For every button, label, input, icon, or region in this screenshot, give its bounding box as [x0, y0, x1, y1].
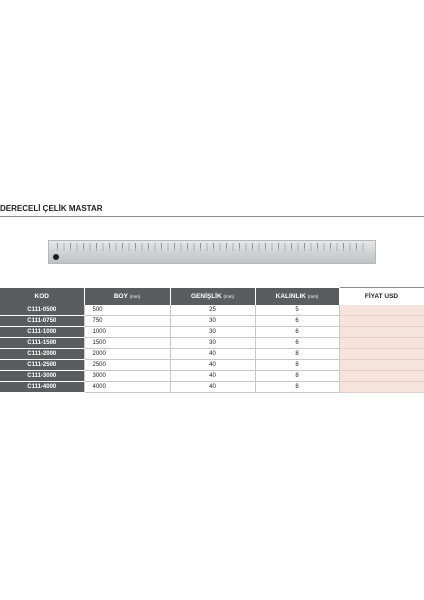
cell-kod: C111-1000 — [0, 327, 84, 338]
cell-kalinlik: 8 — [255, 382, 339, 393]
header-genislik: GENİŞLİK (mm) — [170, 288, 255, 306]
header-kalinlik: KALINLIK (mm) — [255, 288, 339, 306]
cell-kalinlik: 6 — [255, 338, 339, 349]
cell-boy: 2000 — [84, 349, 170, 360]
cell-kod: C111-3000 — [0, 371, 84, 382]
section-title: DERECELİ ÇELİK MASTAR — [0, 204, 103, 213]
cell-kod: C111-4000 — [0, 382, 84, 393]
table-row — [0, 327, 424, 338]
table-row — [0, 305, 424, 316]
cell-boy: 750 — [84, 316, 170, 327]
table-row — [0, 371, 424, 382]
cell-genislik: 25 — [170, 305, 255, 316]
table-row — [0, 349, 424, 360]
cell-fiyat — [339, 349, 424, 360]
cell-fiyat — [339, 360, 424, 371]
cell-kod: C111-2500 — [0, 360, 84, 371]
table-row — [0, 338, 424, 349]
cell-boy: 500 — [84, 305, 170, 316]
cell-fiyat — [339, 316, 424, 327]
cell-kalinlik: 8 — [255, 360, 339, 371]
cell-kalinlik: 6 — [255, 316, 339, 327]
cell-genislik: 30 — [170, 316, 255, 327]
spec-table — [0, 287, 424, 393]
cell-genislik: 40 — [170, 371, 255, 382]
cell-boy: 2500 — [84, 360, 170, 371]
table-row — [0, 316, 424, 327]
cell-genislik: 40 — [170, 360, 255, 371]
cell-genislik: 30 — [170, 338, 255, 349]
cell-fiyat — [339, 371, 424, 382]
cell-kalinlik: 8 — [255, 371, 339, 382]
steel-ruler-image — [48, 240, 376, 264]
cell-fiyat — [339, 382, 424, 393]
cell-boy: 1000 — [84, 327, 170, 338]
cell-kod: C111-0500 — [0, 305, 84, 316]
header-boy: BOY (mm) — [84, 288, 170, 306]
table-row — [0, 360, 424, 371]
cell-boy: 3000 — [84, 371, 170, 382]
table-row — [0, 382, 424, 393]
cell-kalinlik: 8 — [255, 349, 339, 360]
cell-fiyat — [339, 305, 424, 316]
cell-fiyat — [339, 327, 424, 338]
cell-kalinlik: 6 — [255, 327, 339, 338]
cell-genislik: 40 — [170, 349, 255, 360]
cell-kod: C111-1500 — [0, 338, 84, 349]
cell-kod: C111-2000 — [0, 349, 84, 360]
table-header-row — [0, 288, 424, 306]
cell-boy: 4000 — [84, 382, 170, 393]
header-fiyat: FİYAT USD — [339, 288, 424, 306]
title-divider — [0, 216, 424, 217]
ruler-hanging-hole — [53, 254, 59, 260]
cell-kalinlik: 5 — [255, 305, 339, 316]
cell-genislik: 30 — [170, 327, 255, 338]
header-kod: KOD — [0, 288, 84, 306]
cell-boy: 1500 — [84, 338, 170, 349]
cell-genislik: 40 — [170, 382, 255, 393]
cell-fiyat — [339, 338, 424, 349]
cell-kod: C111-0750 — [0, 316, 84, 327]
ruler-major-graduations — [57, 243, 369, 248]
